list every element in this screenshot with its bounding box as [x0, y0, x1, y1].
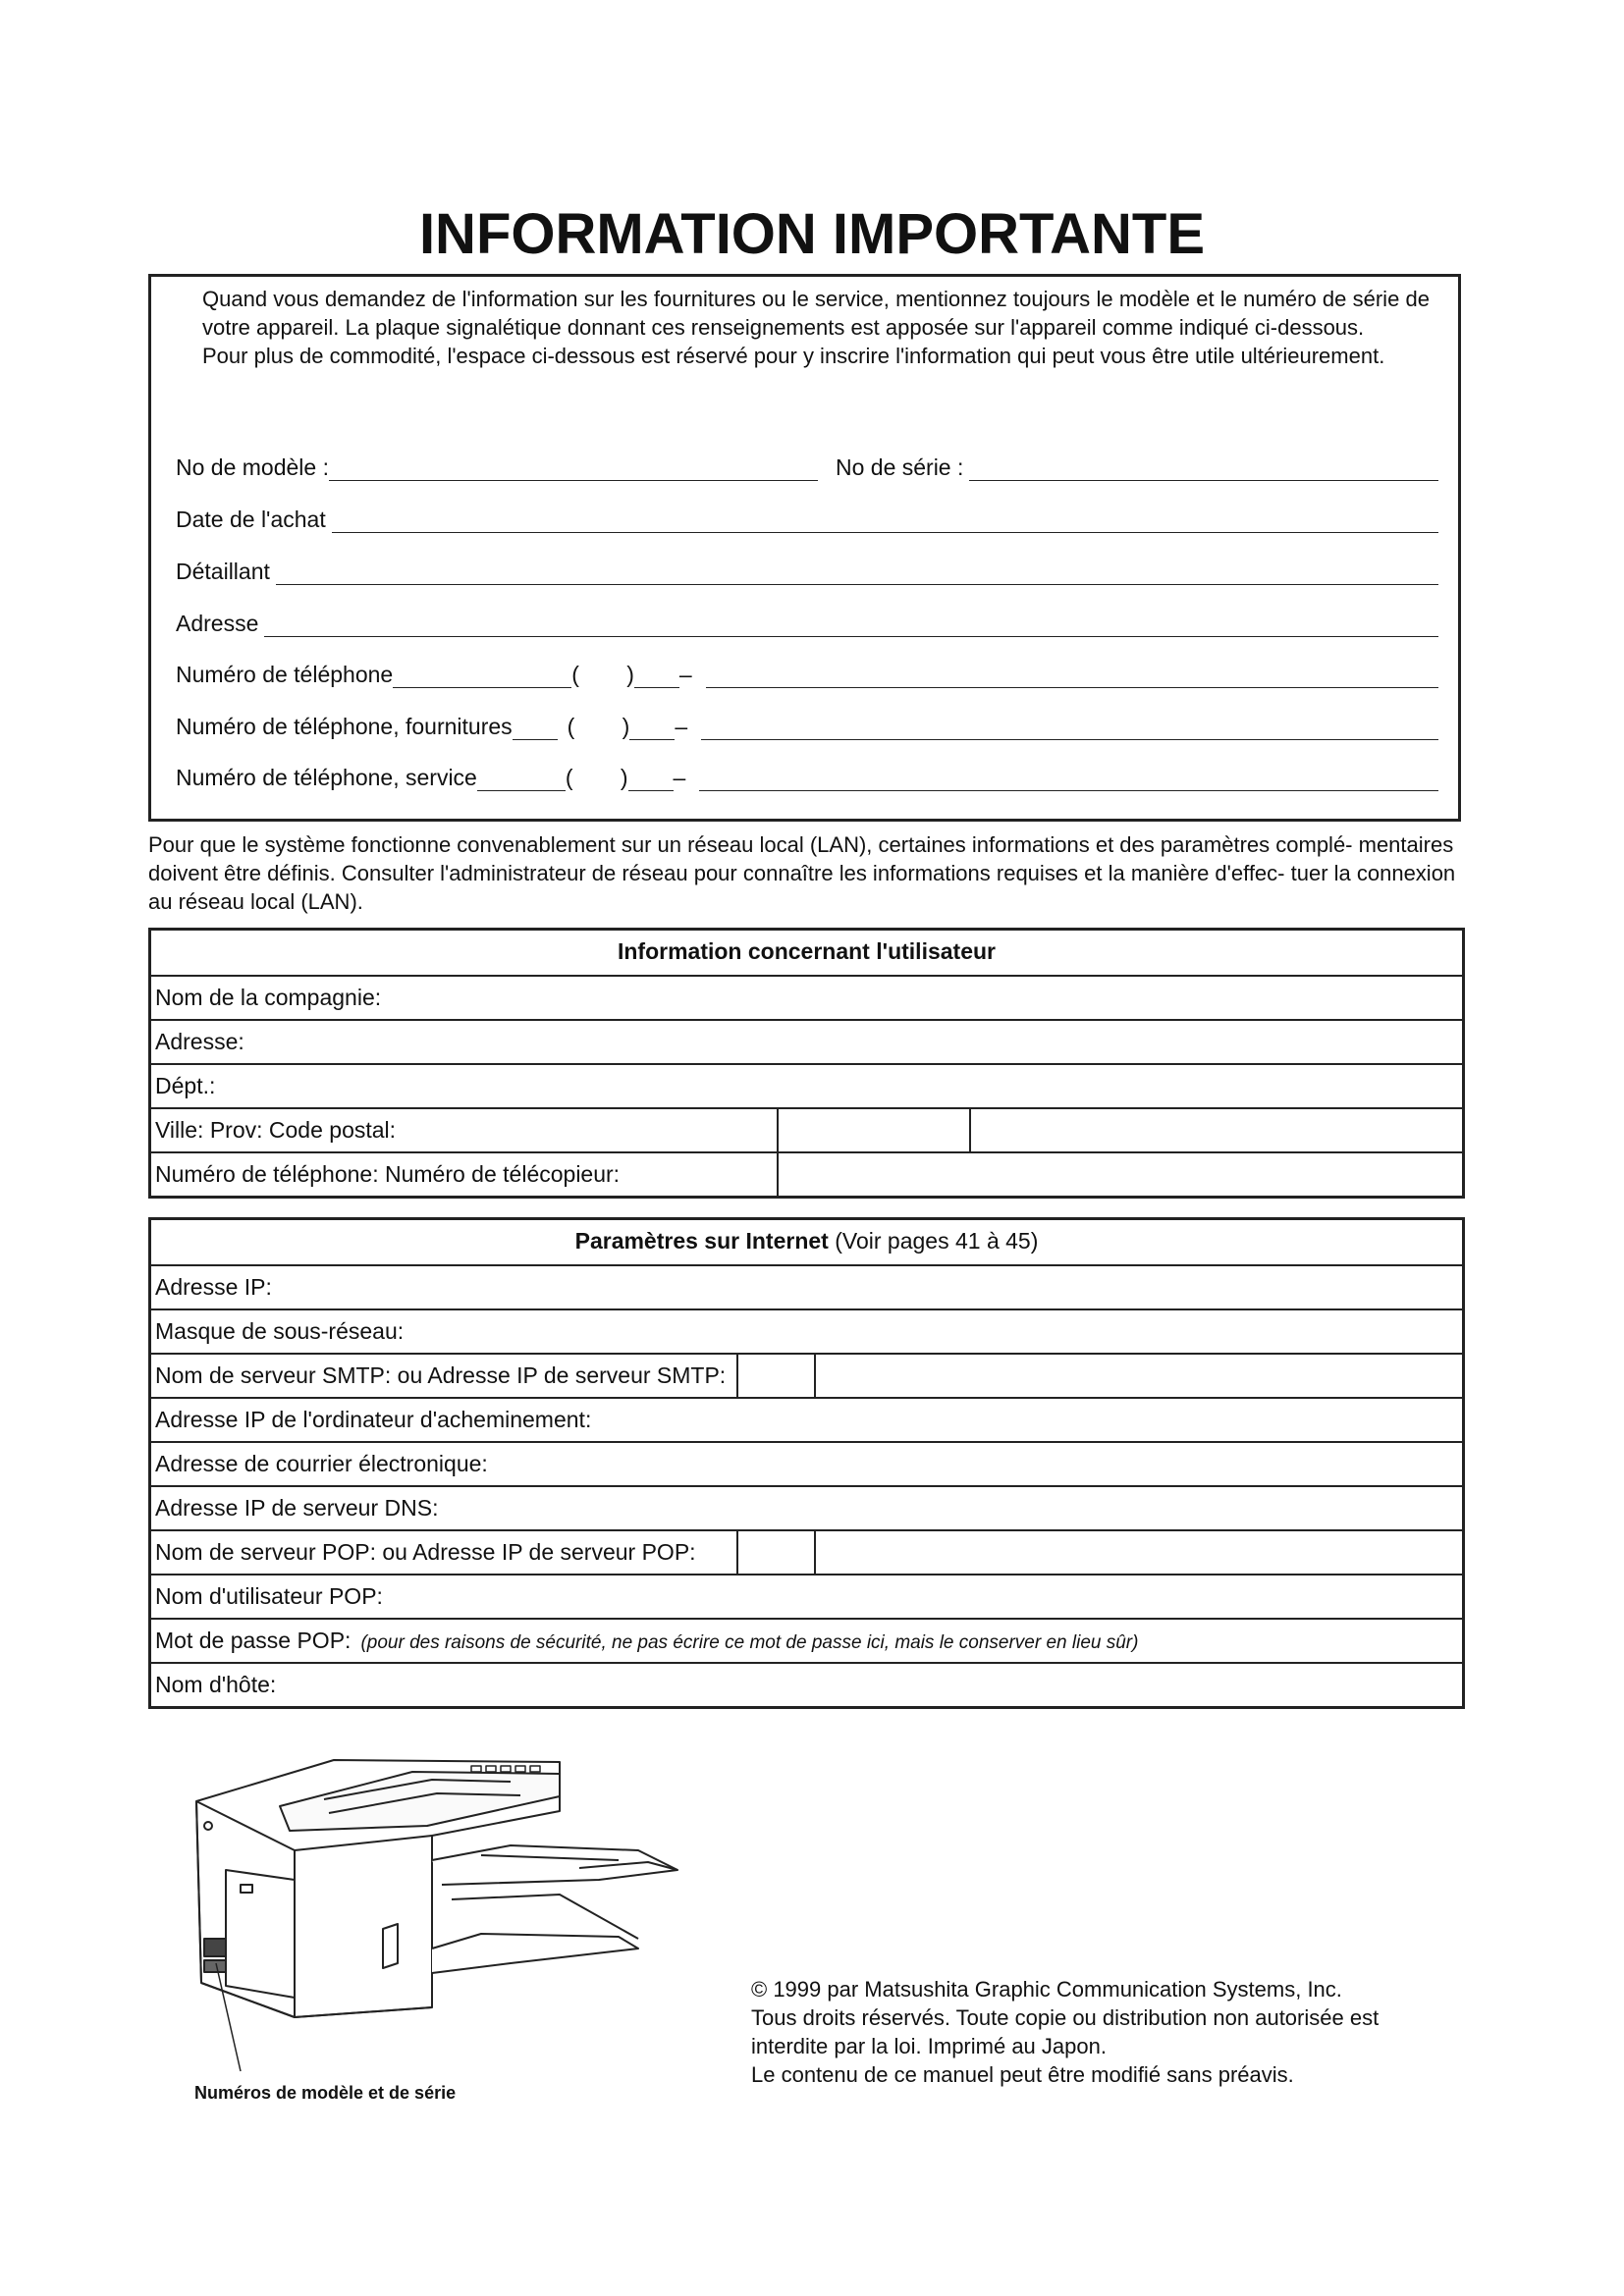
user-table-header: Information concernant l'utilisateur: [617, 938, 996, 964]
table-cell-divider: [969, 1109, 971, 1151]
table-row[interactable]: Adresse IP:: [151, 1264, 1462, 1308]
phone-label: Numéro de téléphone: [176, 662, 394, 687]
table-row[interactable]: Dépt.:: [151, 1063, 1462, 1107]
model-field[interactable]: [329, 458, 818, 481]
table-row[interactable]: Masque de sous-réseau:: [151, 1308, 1462, 1353]
phone-number-field[interactable]: [706, 666, 1438, 688]
address-row: [176, 608, 1438, 637]
internet-table-header: Paramètres sur Internet (Voir pages 41 à 45): [574, 1228, 1039, 1254]
table-row[interactable]: Nom de serveur POP: ou Adresse IP de serveur POP:: [151, 1529, 1462, 1574]
lan-instructions: Pour que le système fonctionne convenablement sur un réseau local (LAN), certaines informations et des paramètres complé- mentaires doivent être définis. Consulter l'administrateur de réseau pour connaître les informations requises et la manière d'effec- tuer la connexion au réseau local (LAN).: [148, 832, 1456, 914]
model-serial-row: [176, 452, 1438, 481]
phone-prefix-field[interactable]: [634, 666, 679, 688]
dealer-label: Détaillant: [176, 559, 270, 584]
phone-service-row: Numéro de téléphone, service ( ) –: [176, 762, 1438, 791]
serial-label: No de série :: [835, 454, 964, 480]
supplies-prefix-field[interactable]: [629, 718, 675, 740]
purchase-date-row: [176, 504, 1438, 533]
address-field[interactable]: [264, 614, 1438, 637]
table-row[interactable]: Nom de la compagnie:: [151, 975, 1462, 1019]
table-row[interactable]: Ville: Prov: Code postal:: [151, 1107, 1462, 1151]
table-cell-divider: [777, 1153, 779, 1196]
copyright-line: © 1999 par Matsushita Graphic Communication Systems, Inc.: [751, 1977, 1342, 2002]
table-cell-divider: [736, 1355, 738, 1397]
phone-supplies-blank: [513, 718, 558, 740]
page-title: INFORMATION IMPORTANTE: [418, 202, 1206, 266]
intro-text: [202, 285, 1430, 370]
table-cell-divider: [736, 1531, 738, 1574]
printer-caption: Numéros de modèle et de série: [194, 2083, 457, 2103]
table-row[interactable]: Adresse:: [151, 1019, 1462, 1063]
phone-service-blank: [477, 769, 566, 791]
copyright-notice: [751, 1975, 1379, 2089]
table-cell-divider: [814, 1531, 816, 1574]
dealer-field[interactable]: [276, 562, 1438, 585]
internet-settings-table: [148, 1217, 1465, 1709]
purchase-date-label: Date de l'achat: [176, 507, 326, 532]
table-row[interactable]: Adresse de courrier électronique:: [151, 1441, 1462, 1485]
table-row[interactable]: Adresse IP de serveur DNS:: [151, 1485, 1462, 1529]
intro-paragraph-2: Pour plus de commodité, l'espace ci-dessous est réservé pour y inscrire l'information qui peut vous être utile ultérieurement.: [202, 344, 1385, 368]
table-row[interactable]: Nom de serveur SMTP: ou Adresse IP de serveur SMTP:: [151, 1353, 1462, 1397]
supplies-number-field[interactable]: [701, 718, 1438, 740]
phone-row: Numéro de téléphone ( ) –: [176, 659, 1438, 688]
copyright-line: interdite par la loi. Imprimé au Japon.: [751, 2034, 1107, 2058]
table-row[interactable]: Mot de passe POP: (pour des raisons de sécurité, ne pas écrire ce mot de passe ici, mais le conserver en lieu sûr): [151, 1618, 1462, 1662]
copyright-line: Le contenu de ce manuel peut être modifié sans préavis.: [751, 2062, 1294, 2087]
dealer-row: [176, 556, 1438, 585]
owner-record-box: [148, 274, 1461, 822]
printer-illustration: [187, 1752, 697, 2086]
password-note: (pour des raisons de sécurité, ne pas écrire ce mot de passe ici, mais le conserver en lieu sûr): [360, 1632, 1139, 1653]
service-prefix-field[interactable]: [628, 769, 674, 791]
copyright-line: Tous droits réservés. Toute copie ou distribution non autorisée est: [751, 2005, 1380, 2030]
phone-blank: [393, 666, 571, 688]
purchase-date-field[interactable]: [332, 510, 1438, 533]
table-row[interactable]: Nom d'hôte:: [151, 1662, 1462, 1706]
service-area-code-field[interactable]: (: [565, 765, 573, 790]
phone-service-label: Numéro de téléphone, service: [176, 765, 477, 790]
model-label: No de modèle :: [176, 454, 329, 480]
service-number-field[interactable]: [699, 769, 1438, 791]
table-cell-divider: [777, 1109, 779, 1151]
user-info-table: [148, 928, 1465, 1199]
phone-supplies-row: Numéro de téléphone, fournitures ( ) –: [176, 711, 1438, 740]
area-code-field[interactable]: (: [571, 662, 579, 687]
table-cell-divider: [814, 1355, 816, 1397]
supplies-area-code-field[interactable]: (: [567, 714, 575, 739]
serial-field[interactable]: [969, 458, 1438, 481]
table-row[interactable]: Numéro de téléphone: Numéro de télécopieur:: [151, 1151, 1462, 1196]
intro-paragraph-1: Quand vous demandez de l'information sur les fournitures ou le service, mentionnez toujours le modèle et le numéro de série de votre appareil. La plaque signalétique donnant ces renseignements est apposée sur l'appareil comme indiqué ci-dessous.: [202, 287, 1430, 340]
address-label: Adresse: [176, 611, 259, 636]
table-row[interactable]: Adresse IP de l'ordinateur d'acheminement:: [151, 1397, 1462, 1441]
phone-supplies-label: Numéro de téléphone, fournitures: [176, 714, 513, 739]
table-row[interactable]: Nom d'utilisateur POP:: [151, 1574, 1462, 1618]
